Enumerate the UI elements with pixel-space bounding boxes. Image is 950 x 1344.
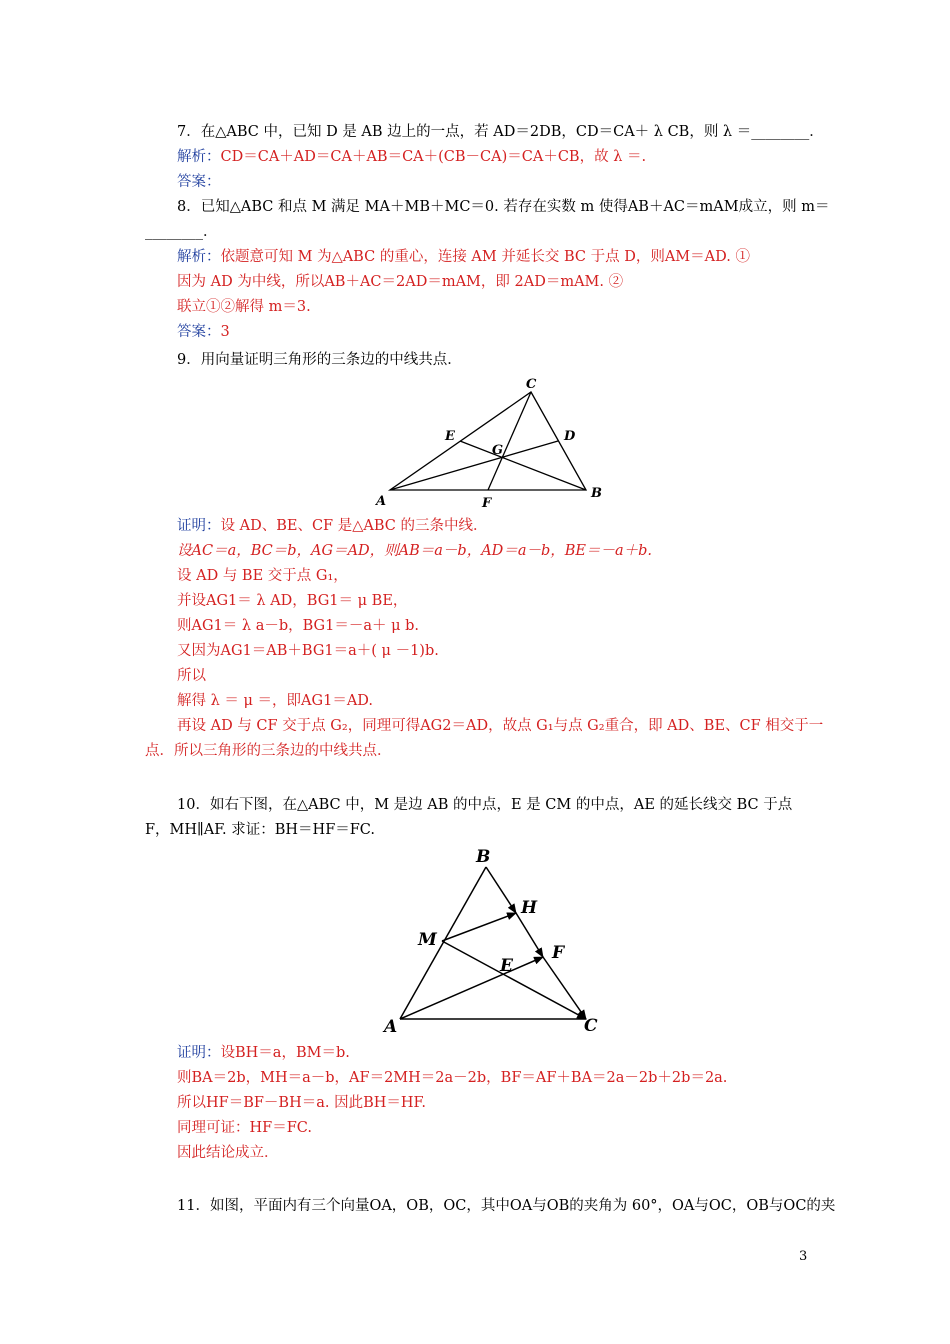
q10-question-line1: 10．如右下图，在△ABC 中，M 是边 AB 的中点，E 是 CM 的中点，AE 的延长线交 BC 于点 <box>177 797 793 813</box>
q9-proof-line2: 设 AD 与 BE 交于点 G₁， <box>177 568 348 584</box>
q8-answer-text: 3 <box>220 324 230 340</box>
q10-vector-bh <box>486 867 516 913</box>
q10-vector-mh <box>442 913 516 941</box>
q10-label-h: H <box>521 898 538 918</box>
q9-median-be <box>460 441 586 490</box>
q10-question-line2: F，MH∥AF. 求证：BH＝HF＝FC. <box>145 822 375 838</box>
q8-analysis-label: 解析： <box>177 249 221 265</box>
q10-label-f: F <box>552 943 565 963</box>
q9-median-ad <box>390 441 558 490</box>
q9-proof-line7: 解得 λ ＝ μ ＝，即AG1＝AD. <box>177 693 374 709</box>
q10-label-a: A <box>384 1017 398 1036</box>
q8-analysis-line1 <box>177 247 750 267</box>
q9-label-f: F <box>482 496 492 510</box>
q8-analysis-line2: 因为 AD 为中线，所以AB＋AC＝2AD＝mAM，即 2AD＝mAM. ② <box>177 274 624 290</box>
q8-answer <box>177 322 230 342</box>
q9-label-b: B <box>591 486 602 501</box>
q10-proof-line2: 所以HF＝BF－BH＝a. 因此BH＝HF. <box>177 1095 426 1111</box>
q9-proof-line6: 所以 <box>177 668 206 684</box>
q10-side-ba <box>400 867 486 1019</box>
q10-label-c: C <box>584 1016 598 1036</box>
q9-proof-line0 <box>177 516 487 536</box>
q9-proof-text0: 设 AD、BE、CF 是△ABC 的三条中线． <box>220 518 488 534</box>
q10-vector-hf <box>516 913 543 957</box>
q10-vector-fc <box>543 957 586 1019</box>
q9-proof-line3: 并设AG1＝ λ AD，BG1＝ μ BE， <box>177 593 408 609</box>
q9-proof-label: 证明： <box>177 518 221 534</box>
q8-question-line1: 8．已知△ABC 和点 M 满足 MA＋MB＋MC＝0. 若存在实数 m 使得AB＋AC＝mAM成立，则 m＝ <box>177 199 830 215</box>
q9-label-c: C <box>526 377 537 392</box>
q10-proof-text0: 设BH＝a，BM＝b. <box>220 1045 350 1061</box>
q10-proof-line4: 因此结论成立． <box>177 1145 279 1161</box>
q10-proof-line0 <box>177 1043 350 1063</box>
q9-proof-line4: 则AG1＝ λ a－b，BG1＝－a＋ μ b. <box>177 618 420 634</box>
q10-label-b: B <box>476 847 491 867</box>
q7-analysis-label: 解析： <box>177 149 221 165</box>
q9-figure-lines <box>390 392 586 490</box>
q10-proof-line1: 则BA＝2b，MH＝a－b，AF＝2MH＝2a－2b，BF＝AF＋BA＝2a－2b＋2b＝2a. <box>177 1070 728 1086</box>
q8-analysis-text1: 依题意可知 M 为△ABC 的重心，连接 AM 并延长交 BC 于点 D，则AM＝AD. ① <box>220 249 750 265</box>
q7-analysis <box>177 147 646 167</box>
q7-analysis-text: CD＝CA＋AD＝CA＋AB＝CA＋(CB－CA)＝CA＋CB，故 λ ＝. <box>220 149 647 165</box>
q10-label-e: E <box>500 956 513 976</box>
page-number: 3 <box>799 1249 808 1264</box>
q9-proof-line5: 又因为AG1＝AB＋BG1＝a＋( μ －1)b. <box>177 643 439 659</box>
q10-proof-label: 证明： <box>177 1045 221 1061</box>
q9-label-a: A <box>376 494 387 509</box>
q9-label-d: D <box>564 429 576 444</box>
q8-question-line2: ________． <box>145 224 218 240</box>
q9-proof-line1: 设AC＝a，BC＝b，AG＝AD，则AB＝a－b，AD＝a－b，BE＝－a＋b. <box>177 543 653 559</box>
q9-label-g: G <box>492 443 504 458</box>
q11-question: 11．如图，平面内有三个向量OA，OB，OC，其中OA与OB的夹角为 60°，OA与OC，OB与OC的夹 <box>177 1198 836 1214</box>
q9-proof-line9: 点．所以三角形的三条边的中线共点． <box>145 743 392 759</box>
q7-answer-label: 答案： <box>177 174 221 190</box>
q10-label-m: M <box>418 930 437 950</box>
q7-answer <box>177 172 221 192</box>
q9-proof-line8: 再设 AD 与 CF 交于点 G₂，同理可得AG2＝AD，故点 G₁与点 G₂重合，即 AD、BE、CF 相交于一 <box>177 718 824 734</box>
q9-question: 9．用向量证明三角形的三条边的中线共点． <box>177 352 462 368</box>
q7-question: 7．在△ABC 中，已知 D 是 AB 边上的一点，若 AD＝2DB，CD＝CA＋ λ CB，则 λ ＝________． <box>177 124 824 140</box>
q10-vector-mc <box>442 941 586 1019</box>
q10-proof-line3: 同理可证：HF＝FC. <box>177 1120 312 1136</box>
q10-vector-af <box>400 957 543 1019</box>
q8-analysis-line3: 联立①②解得 m＝3. <box>177 299 311 315</box>
q8-answer-label: 答案： <box>177 324 221 340</box>
q10-triangle-figure <box>378 843 610 1036</box>
q9-triangle-figure <box>375 374 615 510</box>
q9-label-e: E <box>445 429 455 444</box>
